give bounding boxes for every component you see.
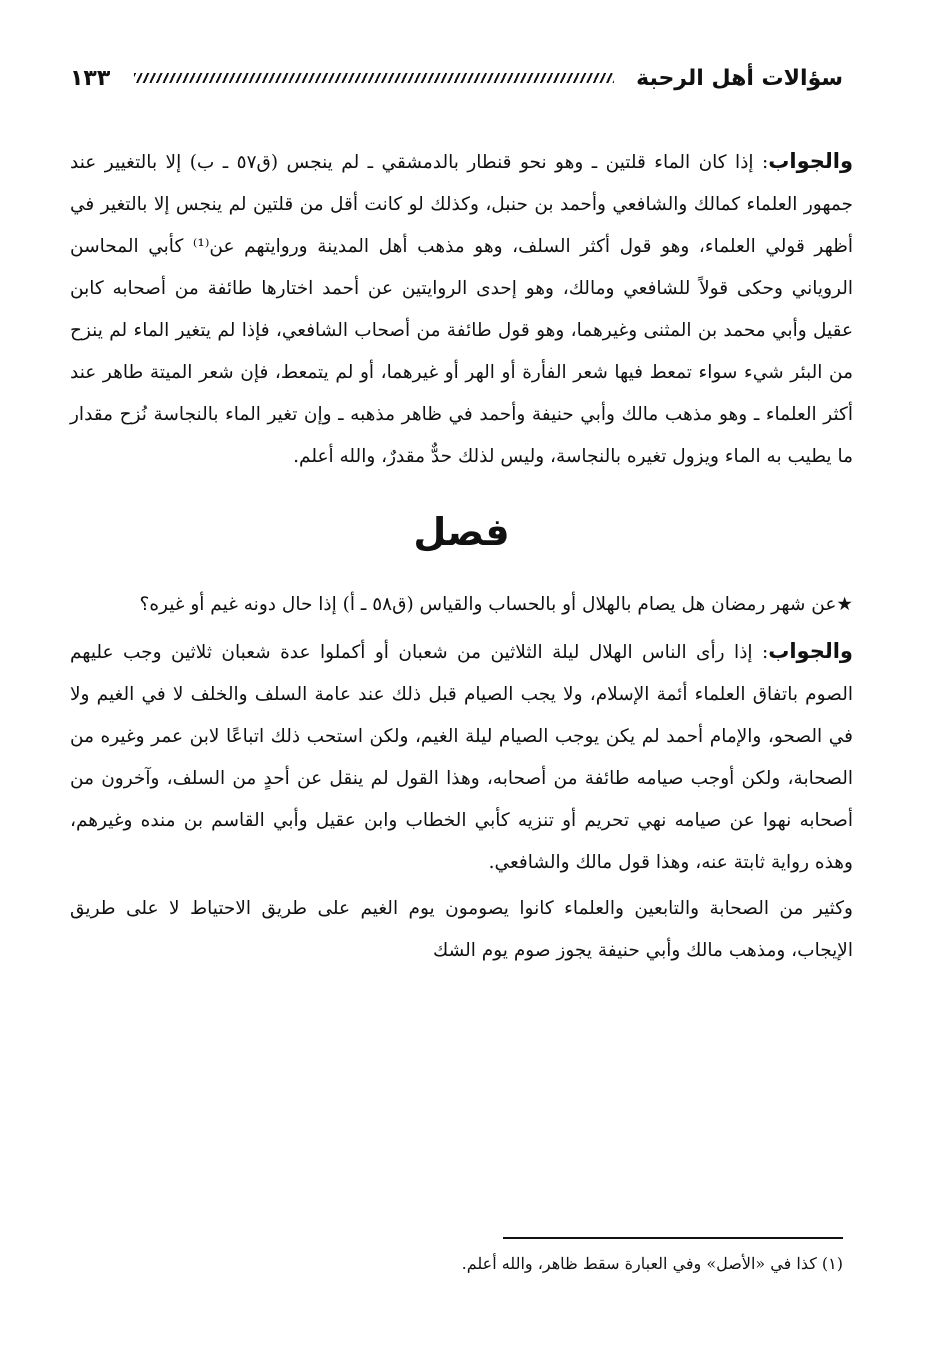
- answer-lead-2: والجواب: [768, 639, 853, 663]
- question-text: عن شهر رمضان هل يصام بالهلال أو بالحساب والقياس (ق٥٨ ـ أ) إذا حال دونه غيم أو غيره؟: [139, 594, 837, 615]
- answer-text-2: : إذا رأى الناس الهلال ليلة الثلاثين من شعبان أو أكملوا عدة شعبان ثلاثين وجب عليهم الصوم باتفاق العلماء أئمة الإسلام، ولا يجب الصيام قبل ذلك عند عامة السلف والخلف لا في الغيم ولا في الصحو، والإمام أحمد لم يكن يوجب الصيام ليلة الغيم، ولكن استحب ذلك اتباعًا لابن عمر وغيره من الصحابة، ولكن أوجب صيامه طائفة من أصحابه، وهذا القول لم ينقل عن أحدٍ من السلف، وآخرون من أصحابه نهوا عن صيامه نهي تحريم أو تنزيه كأبي الخطاب وابن عقيل وأبي القاسم بن منده وغيرهم، وهذه رواية ثابتة عنه، وهذا قول مالك والشافعي.: [70, 642, 853, 873]
- header-decorative-rule: [134, 73, 614, 83]
- page-number: ١٣٣: [70, 65, 111, 91]
- answer-lead-1: والجواب: [768, 149, 854, 173]
- section-heading: فصل: [413, 510, 510, 554]
- question-paragraph: [70, 584, 853, 626]
- main-text: [70, 140, 853, 972]
- page-header: [70, 58, 843, 98]
- answer-paragraph-2: [70, 630, 853, 884]
- footnote: (١) كذا في «الأصل» وفي العبارة سقط ظاهر، والله أعلم.: [461, 1254, 843, 1273]
- answer-paragraph-1: [70, 140, 853, 478]
- running-title: سؤالات أهل الرحبة: [636, 65, 843, 91]
- answer-text-1: : إذا كان الماء قلتين ـ وهو نحو قنطار بالدمشقي ـ لم ينجس (ق٥٧ ـ ب) إلا بالتغيير عند جمهور العلماء كمالك والشافعي وأحمد بن حنبل، وكذلك لو كانت أقل من قلتين لم ينجس إلا بالتغير في أظهر قولي العلماء، وهو قول أكثر السلف، وهو مذهب أهل المدينة وروايتهم عن⁽¹⁾ كأبي المحاسن الروياني وحكى قولاً للشافعي ومالك، وهو إحدى الروايتين عن أحمد اختارها طائفة من أصحابه كابن عقيل وأبي محمد بن المثنى وغيرهما، وهو قول طائفة من أصحاب الشافعي، فإذا لم يتغير الماء لم ينزح من البئر شيء سواء تمعط فيها شعر الفأرة أو الهر أو غيرهما، أو لم يتمعط، فإن شعر الميتة طاهر عند أكثر العلماء ـ وهو مذهب مالك وأبي حنيفة وأحمد في ظاهر مذهبه ـ وإن تغير الماء بالنجاسة نُزح مقدار ما يطيب به الماء ويزول تغيره بالنجاسة، وليس لذلك حدٌّ مقدرٌ، والله أعلم.: [70, 152, 854, 467]
- paragraph-3: وكثير من الصحابة والتابعين والعلماء كانوا يصومون يوم الغيم على طريق الاحتياط لا على طريق الإيجاب، ومذهب مالك وأبي حنيفة يجوز صوم يوم الشك: [70, 898, 853, 961]
- footnote-divider: [503, 1237, 843, 1239]
- star-icon: ★: [836, 594, 853, 615]
